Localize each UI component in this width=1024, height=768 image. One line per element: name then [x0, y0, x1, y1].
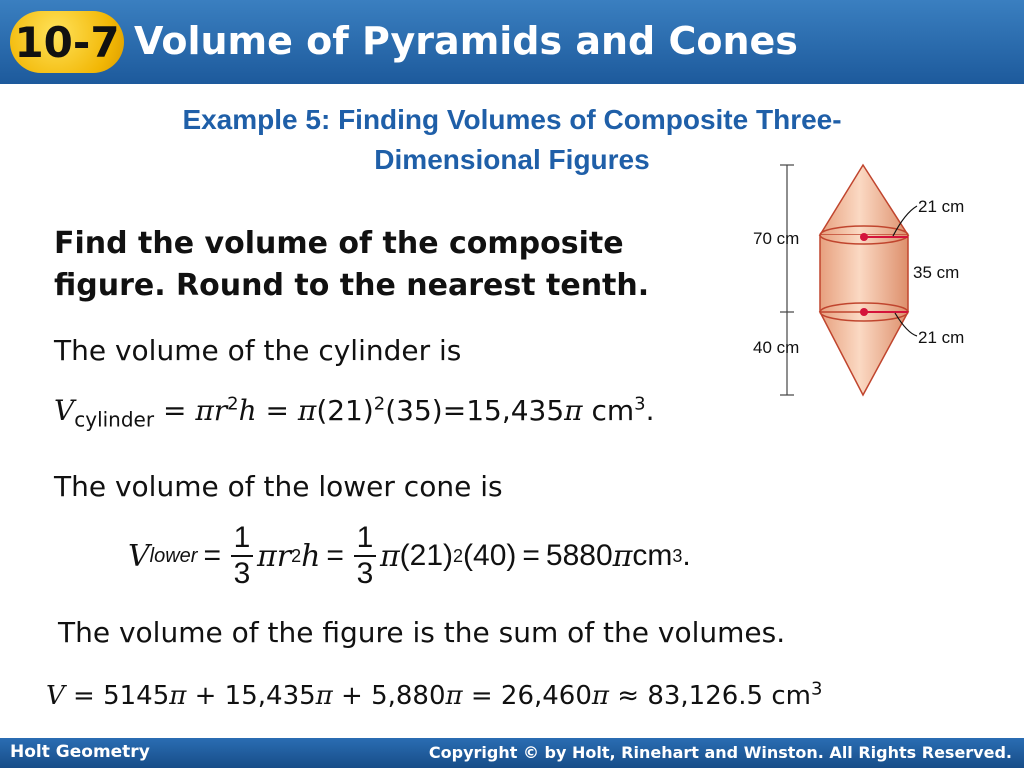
label-70cm: 70 cm	[753, 229, 800, 248]
cyl-exp1: 2	[227, 393, 239, 415]
sum-d: = 26,460	[462, 681, 592, 711]
cone-pi1: π	[257, 538, 277, 574]
cyl-end: .	[645, 394, 655, 427]
cone-v: V	[128, 538, 150, 574]
cylinder-body	[820, 235, 908, 312]
cone-num: 1	[233, 521, 251, 554]
cyl-unit: cm	[582, 394, 635, 427]
cone-result: 5880	[545, 539, 613, 572]
cyl-v: V	[54, 394, 75, 427]
cone-r: r	[276, 538, 292, 574]
sum-intro: The volume of the figure is the sum of the volumes.	[58, 616, 786, 649]
cylinder-equation	[54, 393, 655, 432]
task-line1: Find the volume of the composite	[54, 226, 624, 261]
cone-end: .	[682, 539, 691, 572]
cone-num2: 1	[356, 521, 374, 554]
label-35cm: 35 cm	[913, 263, 960, 282]
cyl-pi1: π	[195, 394, 214, 427]
bottom-center-dot	[860, 308, 868, 316]
cyl-part1: (21)	[316, 394, 374, 427]
slide-title: Volume of Pyramids and Cones	[134, 19, 798, 63]
cone-den2: 3	[356, 557, 374, 590]
sum-exp: 3	[810, 678, 823, 700]
sum-approx: ≈	[608, 681, 648, 711]
sum-pi4: π	[591, 681, 609, 711]
task-line2: figure. Round to the nearest tenth.	[54, 268, 650, 303]
sum-v: V	[46, 681, 65, 711]
sum-pi2: π	[315, 681, 333, 711]
cone-pi3: π	[612, 538, 633, 574]
cylinder-intro: The volume of the cylinder is	[54, 334, 462, 367]
cone-eq2: =	[326, 539, 344, 572]
cone-fraction-2	[354, 521, 376, 591]
cone-pi2: π	[379, 538, 400, 574]
cone-eq3: =	[522, 539, 540, 572]
cyl-eq2: =	[256, 394, 298, 427]
cone-part2: (40)	[463, 539, 517, 572]
lower-cone	[820, 312, 908, 395]
example-heading-line2: Dimensional Figures	[374, 144, 650, 175]
top-center-dot	[860, 233, 868, 241]
cyl-pi2: π	[297, 394, 317, 427]
sum-c: + 5,880	[332, 681, 446, 711]
header-bar	[0, 0, 1024, 84]
label-21cm-top: 21 cm	[918, 197, 965, 216]
cyl-r: r	[213, 394, 228, 427]
upper-cone	[820, 165, 908, 235]
cyl-exp2: 2	[373, 393, 386, 415]
footer-copyright: Copyright © by Holt, Rinehart and Winston. All Rights Reserved.	[428, 743, 1012, 762]
cyl-exp3: 3	[634, 393, 646, 415]
cyl-sub: cylinder	[74, 407, 155, 432]
cone-sub: lower	[149, 544, 198, 567]
sum-e: 83,126.5 cm	[647, 681, 811, 711]
cone-fraction-1	[231, 521, 253, 591]
cyl-eq1: =	[154, 394, 196, 427]
sum-equation	[46, 678, 823, 711]
sum-pi3: π	[445, 681, 463, 711]
lesson-badge	[10, 11, 124, 73]
sum-b: + 15,435	[186, 681, 316, 711]
composite-figure-diagram	[745, 155, 985, 405]
cyl-pi3: π	[564, 394, 583, 427]
cone-unit: cm	[632, 539, 673, 572]
cone-den: 3	[233, 557, 251, 590]
sum-a: = 5145	[64, 681, 170, 711]
cone-eq1: =	[203, 539, 221, 572]
sum-pi1: π	[169, 681, 187, 711]
cone-part1: (21)	[399, 539, 454, 572]
cone-intro: The volume of the lower cone is	[54, 470, 503, 503]
example-heading-line1: Example 5: Finding Volumes of Composite Three-	[182, 104, 842, 135]
cyl-part2: (35)=15,435	[385, 394, 565, 427]
label-40cm: 40 cm	[753, 338, 800, 357]
footer-bar	[0, 738, 1024, 768]
cone-h: h	[301, 538, 321, 574]
footer-course: Holt Geometry	[10, 742, 150, 762]
cyl-h: h	[238, 394, 257, 427]
task-statement	[54, 223, 649, 307]
lesson-number: 10-7	[14, 18, 120, 67]
label-21cm-bottom: 21 cm	[918, 328, 965, 347]
cone-equation: V lower = $\frac{1}{3}$ π r 2 h = $\frac{1}{3}$ π (21) 2 (40) = 5880 π cm 3 .	[128, 521, 691, 590]
